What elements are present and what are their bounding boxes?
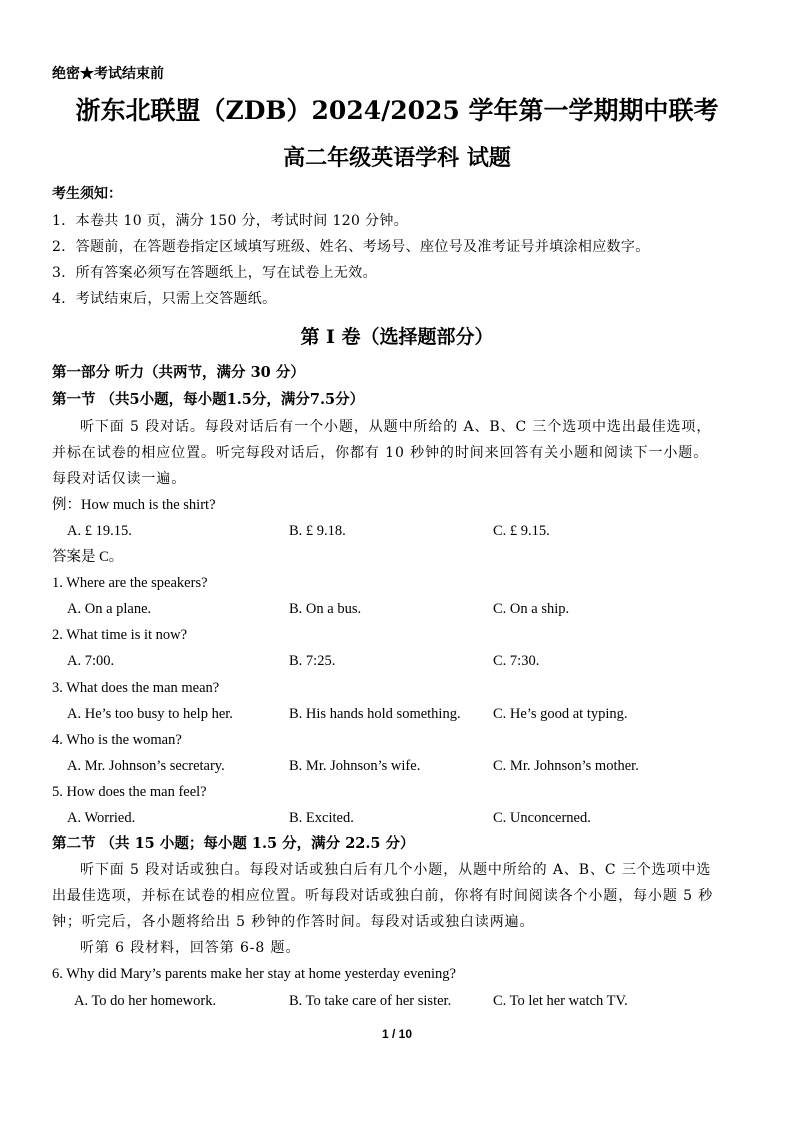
exam-title: 浙东北联盟（ZDB）2024/2025 学年第一学期期中联考: [75, 96, 719, 125]
question-3-option-b: B. His hands hold something.: [289, 706, 461, 722]
section1-instruction: 听下面 5 段对话。每段对话后有一个小题，从题中所给的 A、B、C 三个选项中选出最佳选项，: [80, 419, 712, 435]
material-note: 听第 6 段材料，回答第 6-8 题。: [80, 940, 301, 956]
section1-instruction: 每段对话仅读一遍。: [52, 471, 187, 487]
question-1-option-a: A. On a plane.: [67, 601, 152, 617]
question-2-option-a: A. 7:00.: [67, 653, 115, 669]
notice-item: 1．本卷共 10 页，满分 150 分，考试时间 120 分钟。: [52, 213, 409, 229]
question-3-option-a: A. He’s too busy to help her.: [67, 706, 233, 722]
section2-instruction: 出最佳选项，并标在试卷的相应位置。听每段对话或独白前，你将有时间阅读各个小题，每小题 5 秒: [52, 888, 714, 904]
example-option-a: A. £ 19.15.: [67, 523, 132, 539]
volume-title: 第 I 卷（选择题部分）: [300, 326, 494, 348]
question-6-option-c: C. To let her watch TV.: [493, 993, 628, 1009]
section2-title: 第二节 （共 15 小题；每小题 1.5 分，满分 22.5 分）: [52, 835, 415, 852]
question-2-option-b: B. 7:25.: [289, 653, 336, 669]
section1-instruction: 并标在试卷的相应位置。听完每段对话后，你都有 10 秒钟的时间来回答有关小题和阅读下一小题。: [52, 445, 709, 461]
example-question: 例：How much is the shirt?: [52, 497, 216, 513]
question-3: 3. What does the man mean?: [52, 680, 220, 696]
notice-heading: 考生须知：: [52, 186, 122, 202]
example-option-b: B. £ 9.18.: [289, 523, 346, 539]
question-3-option-c: C. He’s good at typing.: [493, 706, 628, 722]
notice-item: 2．答题前，在答题卷指定区域填写班级、姓名、考场号、座位号及准考证号并填涂相应数字。: [52, 239, 650, 255]
notice-item: 4．考试结束后，只需上交答题纸。: [52, 291, 277, 307]
question-6-option-b: B. To take care of her sister.: [289, 993, 452, 1009]
question-2-option-c: C. 7:30.: [493, 653, 540, 669]
question-1-option-b: B. On a bus.: [289, 601, 362, 617]
example-answer: 答案是 C。: [52, 549, 124, 565]
example-option-c: C. £ 9.15.: [493, 523, 550, 539]
question-5-option-b: B. Excited.: [289, 810, 354, 826]
question-4: 4. Who is the woman?: [52, 732, 182, 748]
question-4-option-c: C. Mr. Johnson’s mother.: [493, 758, 639, 774]
question-4-option-b: B. Mr. Johnson’s wife.: [289, 758, 421, 774]
page-number: 1 / 10: [381, 1027, 413, 1041]
exam-subtitle: 高二年级英语学科 试题: [283, 145, 511, 171]
question-4-option-a: A. Mr. Johnson’s secretary.: [67, 758, 225, 774]
notice-item: 3．所有答案必须写在答题纸上，写在试卷上无效。: [52, 265, 377, 281]
question-1-option-c: C. On a ship.: [493, 601, 570, 617]
question-5: 5. How does the man feel?: [52, 784, 207, 800]
question-2: 2. What time is it now?: [52, 627, 188, 643]
confidential-label: 绝密★考试结束前: [52, 66, 164, 82]
section2-instruction: 听下面 5 段对话或独白。每段对话或独白后有几个小题，从题中所给的 A、B、C 三个选项中选: [80, 862, 712, 878]
question-5-option-c: C. Unconcerned.: [493, 810, 591, 826]
part1-title: 第一部分 听力（共两节，满分 30 分）: [52, 364, 305, 381]
question-6-option-a: A. To do her homework.: [74, 993, 217, 1009]
question-1: 1. Where are the speakers?: [52, 575, 208, 591]
question-6: 6. Why did Mary’s parents make her stay at home yesterday evening?: [52, 966, 456, 982]
section2-instruction: 钟；听完后，各小题将给出 5 秒钟的作答时间。每段对话或独白读两遍。: [52, 914, 535, 930]
section1-title: 第一节 （共5小题，每小题1.5分，满分7.5分）: [52, 391, 365, 408]
question-5-option-a: A. Worried.: [67, 810, 136, 826]
